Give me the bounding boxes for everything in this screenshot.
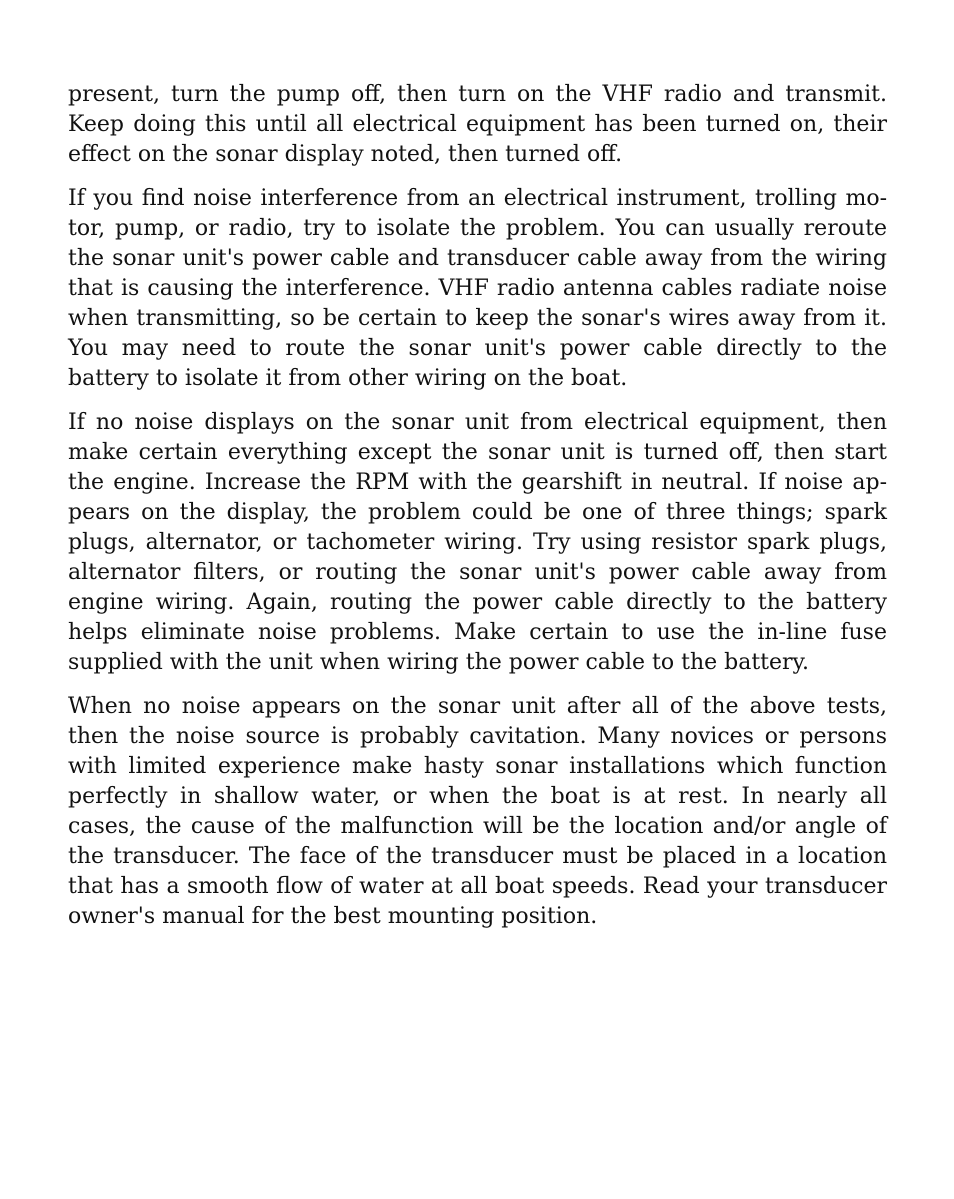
paragraph-pump-radio-test: present, turn the pump off, then turn on the VHF radio and transmit. Keep doing this until all electrical equipment has been turned on, their effect on the sonar display noted, then turned off. [68, 82, 887, 167]
paragraph-cavitation: When no noise appears on the sonar unit after all of the above tests, then the noise source is probably cavitation. Many novices or persons with limited experience make hasty sonar installations which function perfectly in shallow water, or when the boat is at rest. In nearly all cases, the cause of the malfunction will be the location and/or angle of the transducer. The face of the transducer must be placed in a location that has a smooth flow of water at all boat speeds. Read your transducer owner's manual for the best mounting position. [68, 694, 887, 929]
paragraph-engine-noise: If no noise displays on the sonar unit from electrical equipment, then make certain everything except the sonar unit is turned off, then start the engine. Increase the RPM with the gearshift in neutral. If noise appears on the display, the problem could be one of three things; spark plugs, alternator, or tachometer wiring. Try using resistor spark plugs, alternator filters, or routing the sonar unit's power cable away from engine wiring. Again, routing the power cable directly to the battery helps eliminate noise problems. Make certain to use the in-line fuse supplied with the unit when wiring the power cable to the battery. [68, 410, 887, 675]
paragraph-isolate-interference: If you find noise interference from an electrical instrument, trolling motor, pump, or radio, try to isolate the problem. You can usually reroute the sonar unit's power cable and transducer cable away from the wiring that is causing the interference. VHF radio antenna cables radiate noise when transmitting, so be certain to keep the sonar's wires away from it. You may need to route the sonar unit's power cable directly to the battery to isolate it from other wiring on the boat. [68, 186, 887, 391]
document-page [68, 80, 887, 946]
